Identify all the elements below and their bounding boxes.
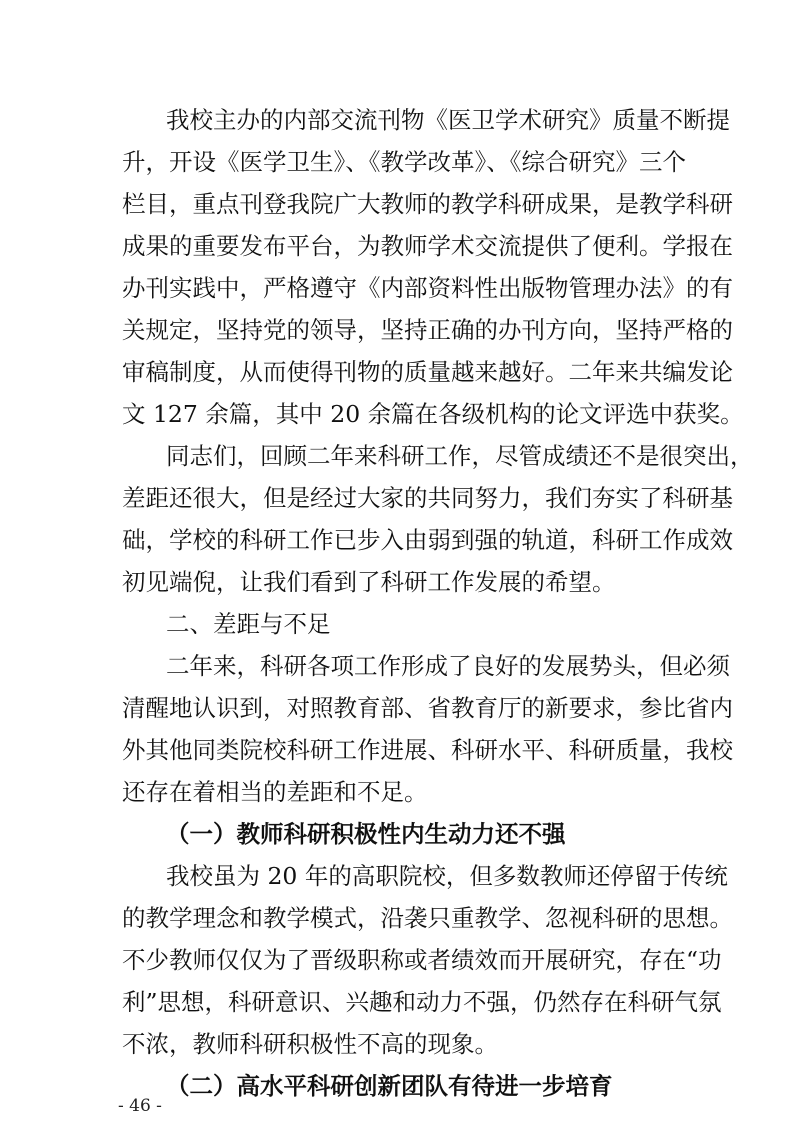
paragraph-line: 差距还很大，但是经过大家的共同努力，我们夯实了科研基 (122, 484, 733, 512)
paragraph-line: 二年来，科研各项工作形成了良好的发展势头，但必须 (166, 652, 730, 680)
paragraph-line: 成果的重要发布平台，为教师学术交流提供了便利。学报在 (122, 232, 733, 260)
subsection-heading: （二）高水平科研创新团队有待进一步培育 (166, 1072, 613, 1100)
paragraph-line: 升，开设《医学卫生》、《教学改革》、《综合研究》三个 (122, 148, 686, 176)
paragraph-line: 关规定，坚持党的领导，坚持正确的办刊方向，坚持严格的 (122, 316, 733, 344)
paragraph-line: 审稿制度，从而使得刊物的质量越来越好。二年来共编发论 (122, 358, 733, 386)
paragraph-line: 文 127 余篇，其中 20 余篇在各级机构的论文评选中获奖。 (122, 400, 744, 428)
paragraph-line: 我校虽为 20 年的高职院校，但多数教师还停留于传统 (166, 862, 728, 890)
paragraph-line: 的教学理念和教学模式，沿袭只重教学、忽视科研的思想。 (122, 904, 733, 932)
section-heading: 二、差距与不足 (166, 610, 331, 638)
paragraph-line: 栏目，重点刊登我院广大教师的教学科研成果，是教学科研 (122, 190, 733, 218)
paragraph-line: 不少教师仅仅为了晋级职称或者绩效而开展研究，存在“功 (122, 946, 722, 974)
paragraph-line: 还存在着相当的差距和不足。 (122, 778, 428, 806)
paragraph-line: 我校主办的内部交流刊物《医卫学术研究》质量不断提 (166, 106, 730, 134)
paragraph-line: 办刊实践中，严格遵守《内部资料性出版物管理办法》的有 (122, 274, 733, 302)
subsection-heading: （一）教师科研积极性内生动力还不强 (166, 820, 566, 848)
paragraph-line: 外其他同类院校科研工作进展、科研水平、科研质量，我校 (122, 736, 733, 764)
page-number: - 46 - (118, 1096, 162, 1116)
paragraph-line: 清醒地认识到，对照教育部、省教育厅的新要求，参比省内 (122, 694, 733, 722)
paragraph-line: 同志们，回顾二年来科研工作，尽管成绩还不是很突出， (166, 442, 754, 470)
paragraph-line: 初见端倪，让我们看到了科研工作发展的希望。 (122, 568, 616, 596)
paragraph-line: 础，学校的科研工作已步入由弱到强的轨道，科研工作成效 (122, 526, 733, 554)
paragraph-line: 利”思想，科研意识、兴趣和动力不强，仍然存在科研气氛 (122, 988, 722, 1016)
paragraph-line: 不浓，教师科研积极性不高的现象。 (122, 1030, 498, 1058)
